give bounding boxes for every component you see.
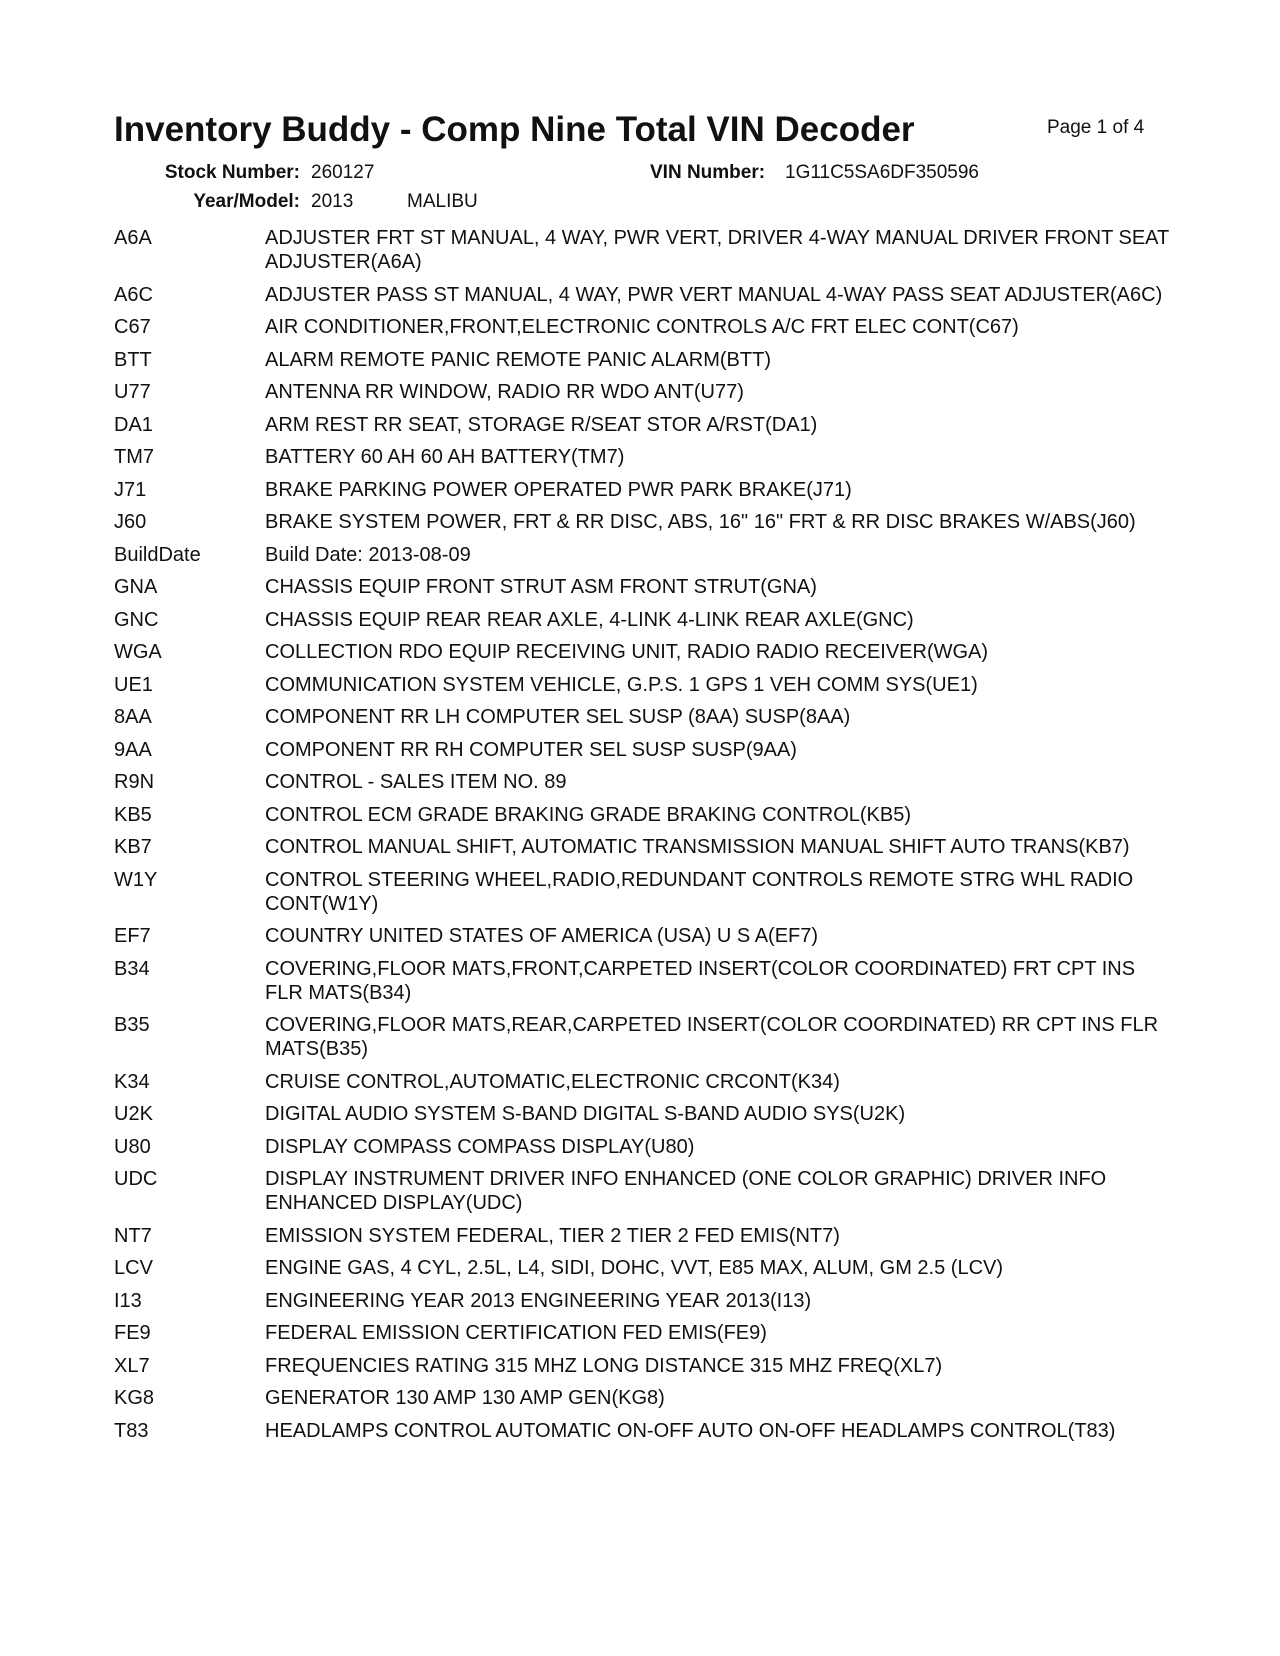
- option-row: [114, 445, 1174, 469]
- page-title: Inventory Buddy - Comp Nine Total VIN Decoder: [114, 110, 915, 149]
- option-description: ARM REST RR SEAT, STORAGE R/SEAT STOR A/RST(DA1): [265, 413, 818, 436]
- option-code: B34: [114, 957, 150, 980]
- option-row: [114, 1256, 1174, 1280]
- option-code: FE9: [114, 1322, 151, 1344]
- option-description: FEDERAL EMISSION CERTIFICATION FED EMIS(FE9): [265, 1322, 767, 1344]
- option-row: [114, 924, 1174, 948]
- option-description: DISPLAY COMPASS COMPASS DISPLAY(U80): [265, 1135, 695, 1158]
- option-code: 8AA: [114, 706, 152, 728]
- option-code: BuildDate: [114, 543, 201, 566]
- option-description: BRAKE SYSTEM POWER, FRT & RR DISC, ABS, 16" 16" FRT & RR DISC BRAKES W/ABS(J60): [265, 511, 1136, 533]
- option-row: [114, 868, 1174, 916]
- option-description: CONTROL - SALES ITEM NO. 89: [265, 771, 567, 793]
- option-row: [114, 543, 1174, 567]
- vin-number-value: 1G11C5SA6DF350596: [785, 162, 979, 183]
- option-description: DISPLAY INSTRUMENT DRIVER INFO ENHANCED (ONE COLOR GRAPHIC) DRIVER INFO ENHANCED DISPLAY(UDC): [265, 1168, 1107, 1214]
- option-description: ANTENNA RR WINDOW, RADIO RR WDO ANT(U77): [265, 381, 744, 403]
- stock-number-value: 260127: [311, 162, 375, 183]
- option-code: WGA: [114, 641, 162, 663]
- option-description: AIR CONDITIONER,FRONT,ELECTRONIC CONTROLS A/C FRT ELEC CONT(C67): [265, 316, 1019, 338]
- option-description: COMPONENT RR RH COMPUTER SEL SUSP SUSP(9AA): [265, 738, 797, 761]
- option-description: CONTROL STEERING WHEEL,RADIO,REDUNDANT CONTROLS REMOTE STRG WHL RADIO CONT(W1Y): [265, 868, 1134, 915]
- option-description: CHASSIS EQUIP FRONT STRUT ASM FRONT STRUT(GNA): [265, 576, 817, 598]
- option-row: [114, 1354, 1174, 1378]
- option-row: [114, 413, 1174, 437]
- option-description: COVERING,FLOOR MATS,REAR,CARPETED INSERT(COLOR COORDINATED) RR CPT INS FLR MATS(B35): [265, 1014, 1159, 1060]
- option-description: HEADLAMPS CONTROL AUTOMATIC ON-OFF AUTO ON-OFF HEADLAMPS CONTROL(T83): [265, 1419, 1116, 1442]
- option-row: [114, 770, 1174, 794]
- stock-number-label: Stock Number:: [164, 162, 300, 183]
- option-code: U2K: [114, 1103, 153, 1125]
- option-description: ENGINEERING YEAR 2013 ENGINEERING YEAR 2013(I13): [265, 1289, 812, 1312]
- option-description: ALARM REMOTE PANIC REMOTE PANIC ALARM(BTT): [265, 348, 771, 371]
- option-description: CHASSIS EQUIP REAR REAR AXLE, 4-LINK 4-LINK REAR AXLE(GNC): [265, 608, 914, 631]
- option-description: COMPONENT RR LH COMPUTER SEL SUSP (8AA) SUSP(8AA): [265, 706, 851, 728]
- option-row: [114, 510, 1174, 534]
- option-code: 9AA: [114, 738, 152, 761]
- option-description: BRAKE PARKING POWER OPERATED PWR PARK BRAKE(J71): [265, 478, 852, 501]
- option-row: [114, 608, 1174, 632]
- option-row: [114, 803, 1174, 827]
- option-code: J60: [114, 511, 147, 533]
- option-code: U80: [114, 1135, 151, 1158]
- option-code: DA1: [114, 413, 153, 436]
- option-row: [114, 478, 1174, 502]
- option-row: [114, 1102, 1174, 1126]
- option-description: COLLECTION RDO EQUIP RECEIVING UNIT, RADIO RADIO RECEIVER(WGA): [265, 641, 989, 663]
- option-description: Build Date: 2013-08-09: [265, 543, 471, 566]
- option-description: DIGITAL AUDIO SYSTEM S-BAND DIGITAL S-BAND AUDIO SYS(U2K): [265, 1103, 906, 1125]
- option-row: [114, 673, 1174, 697]
- option-code-list: [114, 226, 1174, 1451]
- option-description: CRUISE CONTROL,AUTOMATIC,ELECTRONIC CRCONT(K34): [265, 1070, 840, 1093]
- option-code: C67: [114, 316, 151, 338]
- option-row: [114, 738, 1174, 762]
- option-description: BATTERY 60 AH 60 AH BATTERY(TM7): [265, 446, 625, 468]
- option-row: [114, 283, 1174, 307]
- option-code: U77: [114, 381, 151, 403]
- year-model-label: Year/Model:: [193, 191, 300, 212]
- option-row: [114, 1013, 1174, 1061]
- option-code: W1Y: [114, 868, 158, 891]
- option-description: COMMUNICATION SYSTEM VEHICLE, G.P.S. 1 GPS 1 VEH COMM SYS(UE1): [265, 673, 978, 696]
- option-row: [114, 1167, 1174, 1215]
- option-row: [114, 1289, 1174, 1313]
- option-row: [114, 1070, 1174, 1094]
- option-code: KB5: [114, 803, 152, 826]
- option-description: COUNTRY UNITED STATES OF AMERICA (USA) U S A(EF7): [265, 925, 819, 947]
- vin-number-label: VIN Number:: [650, 162, 766, 183]
- option-row: [114, 1419, 1174, 1443]
- option-description: COVERING,FLOOR MATS,FRONT,CARPETED INSERT(COLOR COORDINATED) FRT CPT INS FLR MATS(B34): [265, 957, 1136, 1004]
- option-code: LCV: [114, 1257, 153, 1279]
- option-description: CONTROL ECM GRADE BRAKING GRADE BRAKING CONTROL(KB5): [265, 803, 912, 826]
- option-code: KB7: [114, 836, 152, 858]
- option-description: FREQUENCIES RATING 315 MHZ LONG DISTANCE 315 MHZ FREQ(XL7): [265, 1354, 943, 1377]
- option-code: R9N: [114, 771, 155, 793]
- option-row: [114, 1321, 1174, 1345]
- option-code: UE1: [114, 673, 153, 696]
- option-row: [114, 575, 1174, 599]
- option-description: ADJUSTER FRT ST MANUAL, 4 WAY, PWR VERT, DRIVER 4-WAY MANUAL DRIVER FRONT SEAT ADJUSTER(A6A): [265, 227, 1169, 273]
- option-code: J71: [114, 478, 147, 501]
- option-description: CONTROL MANUAL SHIFT, AUTOMATIC TRANSMISSION MANUAL SHIFT AUTO TRANS(KB7): [265, 836, 1130, 858]
- page-number: Page 1 of 4: [1047, 117, 1145, 138]
- option-code: B35: [114, 1014, 150, 1036]
- option-row: [114, 380, 1174, 404]
- option-row: [114, 835, 1174, 859]
- option-row: [114, 1135, 1174, 1159]
- option-code: T83: [114, 1419, 149, 1442]
- option-code: BTT: [114, 348, 152, 371]
- option-code: A6C: [114, 283, 153, 306]
- option-row: [114, 957, 1174, 1005]
- option-code: TM7: [114, 446, 154, 468]
- option-code: EF7: [114, 925, 151, 947]
- option-description: GENERATOR 130 AMP 130 AMP GEN(KG8): [265, 1387, 665, 1409]
- option-code: GNC: [114, 608, 159, 631]
- option-row: [114, 1224, 1174, 1248]
- option-code: NT7: [114, 1224, 152, 1247]
- option-code: I13: [114, 1289, 142, 1312]
- option-code: KG8: [114, 1387, 155, 1409]
- option-code: A6A: [114, 227, 152, 249]
- option-row: [114, 226, 1174, 274]
- option-description: ADJUSTER PASS ST MANUAL, 4 WAY, PWR VERT MANUAL 4-WAY PASS SEAT ADJUSTER(A6C): [265, 283, 1163, 306]
- model-value: MALIBU: [407, 191, 478, 212]
- option-row: [114, 315, 1174, 339]
- option-row: [114, 348, 1174, 372]
- option-description: EMISSION SYSTEM FEDERAL, TIER 2 TIER 2 FED EMIS(NT7): [265, 1224, 840, 1247]
- option-code: UDC: [114, 1168, 158, 1190]
- option-row: [114, 640, 1174, 664]
- option-code: GNA: [114, 576, 158, 598]
- option-code: XL7: [114, 1354, 150, 1377]
- option-row: [114, 705, 1174, 729]
- option-row: [114, 1386, 1174, 1410]
- year-value: 2013: [311, 191, 354, 212]
- option-description: ENGINE GAS, 4 CYL, 2.5L, L4, SIDI, DOHC, VVT, E85 MAX, ALUM, GM 2.5 (LCV): [265, 1257, 1004, 1279]
- option-code: K34: [114, 1070, 150, 1093]
